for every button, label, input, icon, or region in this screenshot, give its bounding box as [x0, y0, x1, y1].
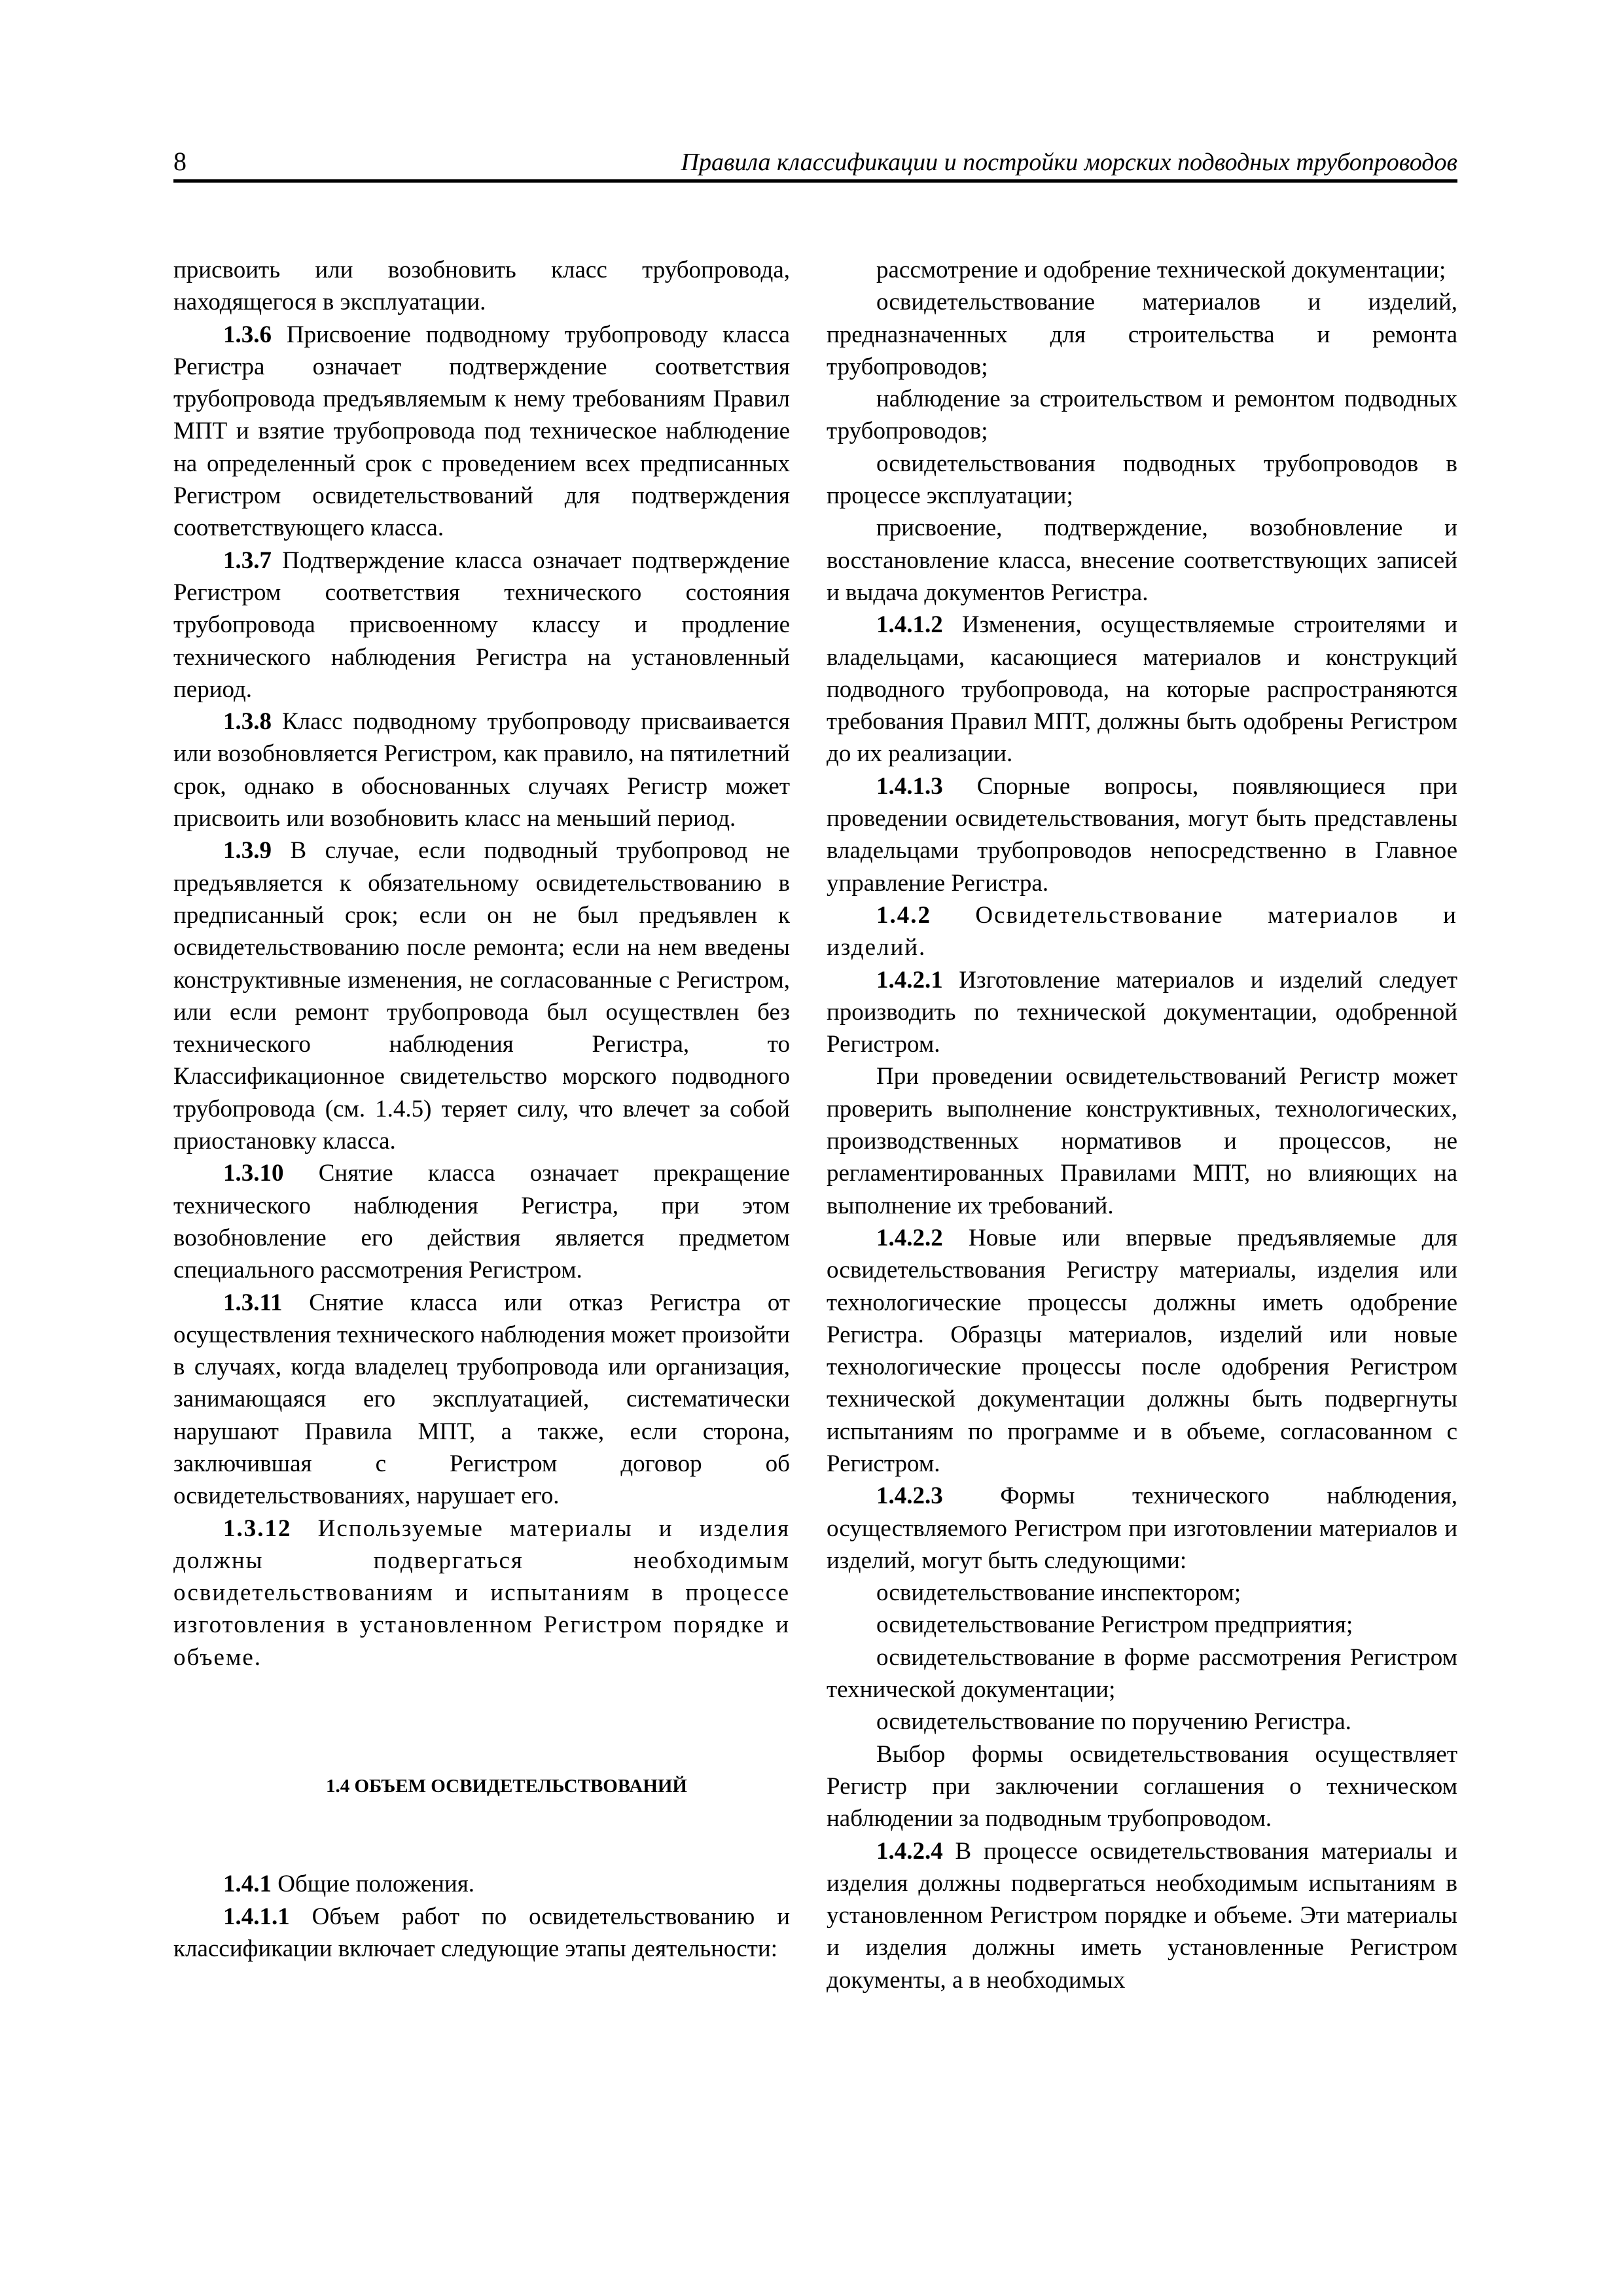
paragraph: При проведении освидетельствований Регистр может проверить выполнение конструктивных, технологических, производственных нормативов и процессов, не регламентированных Правилами МПТ, но влияющих на выполнение их требований. — [827, 1063, 1457, 1219]
paragraph-1-4-1-3: 1.4.1.3 Спорные вопросы, появляющиеся при проведении освидетельствования, могут быть представлены владельцами трубопроводов непосредственно в Главное управление Регистра. — [827, 772, 1457, 897]
paragraph-1-3-6: 1.3.6 Присвоение подводному трубопроводу класса Регистра означает подтверждение соответствия трубопровода предъявляемым к нему требованиям Правил МПТ и взятие трубопровода под техническое наблюдение на определенный срок с проведением всех предписанных Регистром освидетельствований для подтверждения соответствующего класса. — [173, 321, 790, 542]
list-item: освидетельствование материалов и изделий, предназначенных для строительства и ремонта трубопроводов; — [827, 289, 1457, 380]
page-number: 8 — [173, 147, 187, 176]
page-header — [173, 139, 1457, 183]
paragraph-1-4-2: 1.4.2 Освидетельствование материалов и изделий. — [827, 901, 1457, 961]
spacer — [173, 1803, 790, 1868]
right-column — [827, 254, 1457, 1996]
list-item: присвоение, подтверждение, возобновление и восстановление класса, внесение соответствующих записей и выдача документов Регистра. — [827, 514, 1457, 606]
paragraph-1-4-1: 1.4.1 Общие положения. — [223, 1871, 474, 1898]
list-item: наблюдение за строительством и ремонтом подводных трубопроводов; — [827, 386, 1457, 445]
list-item: освидетельствования подводных трубопроводов в процессе эксплуатации; — [827, 450, 1457, 510]
paragraph-1-4-1-1: 1.4.1.1 Объем работ по освидетельствованию и классификации включает следующие этапы деятельности: — [173, 1903, 790, 1962]
paragraph-1-3-8: 1.3.8 Класс подводному трубопроводу присваивается или возобновляется Регистром, как правило, на пятилетний срок, однако в обоснованных случаях Регистр может присвоить или возобновить класс на меньший период. — [173, 708, 790, 833]
list-item: освидетельствование инспектором; — [876, 1579, 1241, 1607]
list-item: освидетельствование в форме рассмотрения Регистром технической документации; — [827, 1643, 1457, 1704]
paragraph-1-3-10: 1.3.10 Снятие класса означает прекращение технического наблюдения Регистра, при этом возобновление его действия является предметом специального рассмотрения Регистром. — [173, 1160, 790, 1284]
paragraph-1-4-2-3: 1.4.2.3 Формы технического наблюдения, осуществляемого Регистром при изготовлении материалов и изделий, могут быть следующими: — [827, 1482, 1457, 1574]
spacer — [173, 1674, 790, 1770]
paragraph-1-4-2-1: 1.4.2.1 Изготовление материалов и изделий следует производить по технической документации, одобренной Регистром. — [827, 966, 1457, 1058]
paragraph-1-4-2-2: 1.4.2.2 Новые или впервые предъявляемые для освидетельствования Регистру материалы, изделия или технологические процессы должны иметь одобрение Регистра. Образцы материалов, изделий или новые технологические процессы после одобрения Регистром технической документации должны быть подвергнуты испытаниям по программе и в объеме, согласованном с Регистром. — [827, 1224, 1457, 1477]
paragraph-1-3-12: 1.3.12 Используемые материалы и изделия должны подвергаться необходимым освидетельствованиям и испытаниям в процессе изготовления в установленном Регистром порядке и объеме. — [173, 1515, 790, 1671]
list-item: рассмотрение и одобрение технической документации; — [876, 257, 1446, 283]
running-title: Правила классификации и постройки морских подводных трубопроводов — [681, 149, 1457, 176]
paragraph-1-3-11: 1.3.11 Снятие класса или отказ Регистра от осуществления технического наблюдения может произойти в случаях, когда владелец трубопровода или организация, занимающаяся его эксплуатацией, систематически нарушают Правила МПТ, а также, если сторона, заключившая с Регистром договор об освидетельствованиях, нарушает его. — [173, 1289, 790, 1510]
section-heading: 1.4 ОБЪЕМ ОСВИДЕТЕЛЬСТВОВАНИЙ — [325, 1776, 687, 1797]
paragraph-1-3-7: 1.3.7 Подтверждение класса означает подтверждение Регистром соответствия технического состояния трубопровода присвоенному классу и продление технического наблюдения Регистра на установленный период. — [173, 547, 790, 703]
paragraph-1-4-1-2: 1.4.1.2 Изменения, осуществляемые строителями и владельцами, касающиеся материалов и конструкций подводного трубопровода, на которые распространяются требования Правил МПТ, должны быть одобрены Регистром до их реализации. — [827, 611, 1457, 768]
paragraph: присвоить или возобновить класс трубопровода, находящегося в эксплуатации. — [173, 257, 790, 316]
list-item: освидетельствование по поручению Регистра. — [876, 1708, 1351, 1736]
list-item: освидетельствование Регистром предприятия; — [876, 1611, 1353, 1639]
left-column — [173, 254, 790, 1965]
paragraph: Выбор формы освидетельствования осуществляет Регистр при заключении соглашения о техническом наблюдении за подводным трубопроводом. — [827, 1740, 1457, 1833]
paragraph-1-4-2-4: 1.4.2.4 В процессе освидетельствования материалы и изделия должны подвергаться необходимым испытаниям в установленном Регистром порядке и объеме. Эти материалы и изделия должны иметь установленные Регистром документы, а в необходимых — [827, 1837, 1457, 1994]
paragraph-1-3-9: 1.3.9 В случае, если подводный трубопровод не предъявляется к обязательному освидетельствованию в предписанный срок; если он не был предъявлен к освидетельствованию после ремонта; если на нем введены конструктивные изменения, не согласованные с Регистром, или если ремонт трубопровода был осуществлен без технического наблюдения Регистра, то Классификационное свидетельство морского подводного трубопровода (см. 1.4.5) теряет силу, что влечет за собой приостановку класса. — [173, 837, 790, 1155]
